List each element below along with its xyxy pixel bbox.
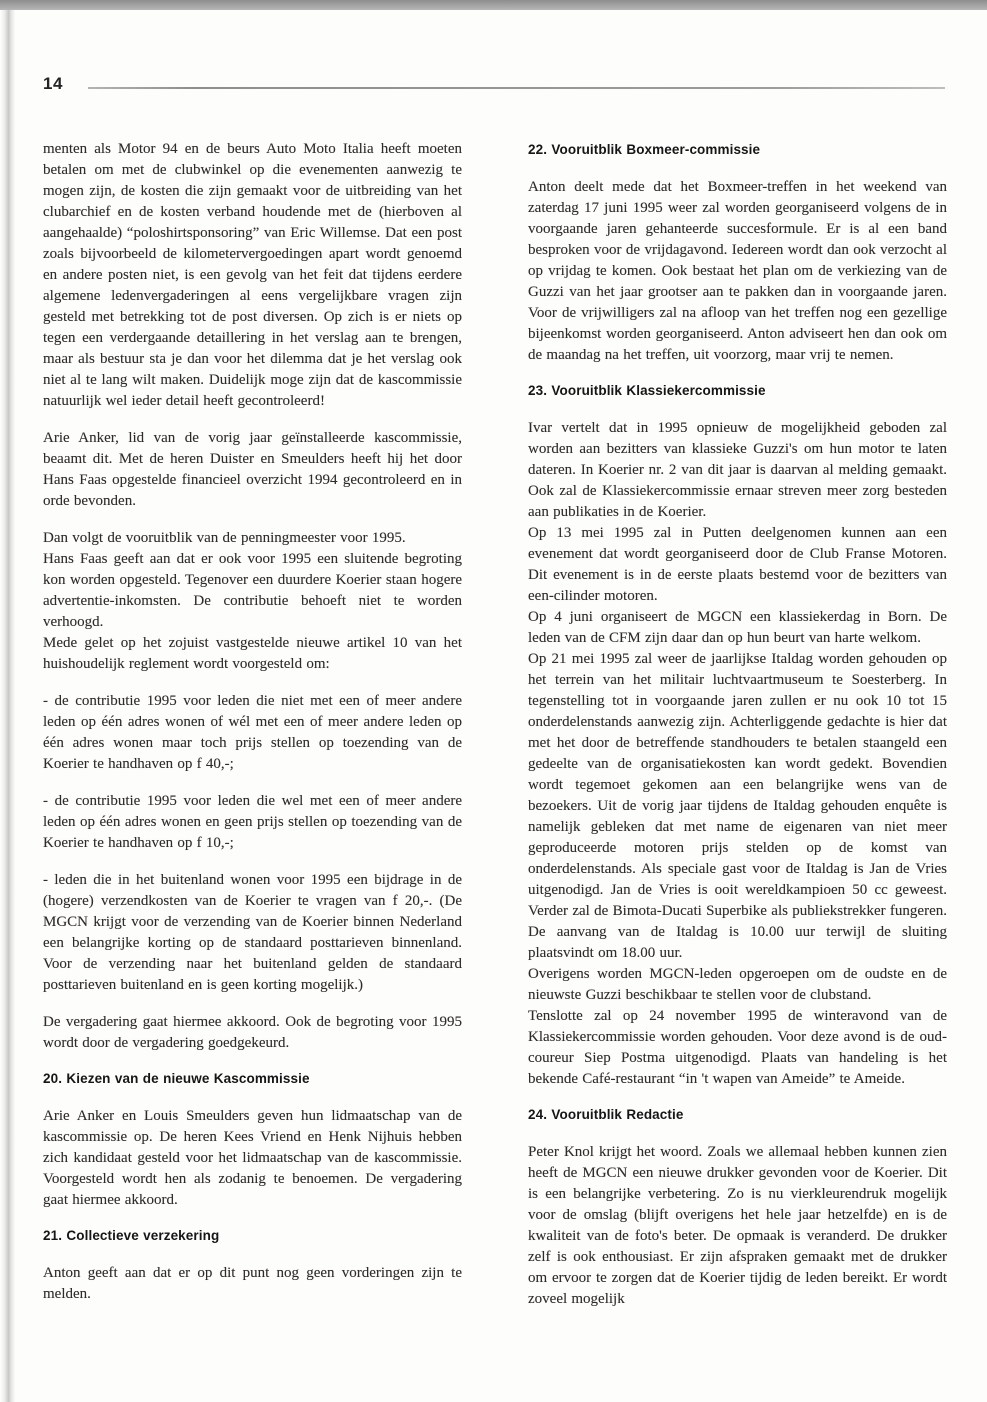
page-number: 14: [43, 74, 63, 93]
body-paragraph: Overigens worden MGCN-leden opgeroepen om de oudste en de nieuwste Guzzi beschikbaar te stellen voor de clubstand.: [528, 966, 947, 1003]
body-paragraph: Peter Knol krijgt het woord. Zoals we allemaal hebben kunnen zien heeft de MGCN een nieuwe drukker gevonden voor de Koerier. Dit is een belangrijke verbetering. Zo is nu vierkleurendruk mogelijk voor de omslag (blijft overigens het hele jaar hetzelfde) en is de kwaliteit van de foto's beter. De opmaak is veranderd. De drukker zelf is ook enthousiast. Er zijn afspraken gemaakt met de drukker om ervoor te zorgen dat de Koerier tijdig de leden bereikt. Er wordt zoveel mogelijk: [528, 1144, 947, 1307]
bullet-paragraph: - leden die in het buitenland wonen voor 1995 een bijdrage in de (hogere) verzendkosten van de Koerier te vragen van f 20,-. (De MGCN krijgt voor de verzending van de Koerier binnen Nederland een belangrijke korting op de standaard posttarieven binnenland. Voor de verzending naar het buitenland gelden de standaard posttarieven buitenland en is geen korting mogelijk.): [43, 872, 462, 993]
bullet-paragraph: - de contributie 1995 voor leden die wel met een of meer andere leden op één adres wonen en geen prijs stellen op toezending van de Koerier te handhaven op f 10,-;: [43, 793, 462, 851]
right-column: [528, 141, 947, 1396]
body-paragraph: Dan volgt de vooruitblik van de penningmeester voor 1995.: [43, 530, 406, 546]
scan-top-edge: [0, 0, 987, 10]
body-paragraph: Ivar vertelt dat in 1995 opnieuw de mogelijkheid geboden zal worden aan bezitters van klassieke Guzzi's om hun motor te laten dateren. In Koerier nr. 2 van dit jaar is daarvan al melding gemaakt. Ook zal de Klassiekercommissie ernaar streven meer zorg besteden aan publikaties in de Koerier.: [528, 420, 947, 520]
body-paragraph: Anton geeft aan dat er op dit punt nog geen vorderingen zijn te melden.: [43, 1265, 462, 1302]
section-heading-20: 20. Kiezen van de nieuwe Kascommissie: [43, 1071, 310, 1086]
section-heading-24: 24. Vooruitblik Redactie: [528, 1107, 684, 1122]
section-heading-22: 22. Vooruitblik Boxmeer-commissie: [528, 142, 761, 157]
body-paragraph: Arie Anker en Louis Smeulders geven hun lidmaatschap van de kascommissie op. De heren Kees Vriend en Henk Nijhuis hebben zich kandidaat gesteld voor het lidmaatschap van de kascommissie. Voorgesteld wordt hen als zodanig te benoemen. De vergadering gaat hiermee akkoord.: [43, 1108, 462, 1208]
section-heading-21: 21. Collectieve verzekering: [43, 1228, 220, 1243]
left-column: [43, 139, 462, 1389]
body-paragraph: Mede gelet op het zojuist vastgestelde nieuwe artikel 10 van het huishoudelijk reglement wordt voorgesteld om:: [43, 635, 462, 672]
body-paragraph: De vergadering gaat hiermee akkoord. Ook de begroting voor 1995 wordt door de vergadering goedgekeurd.: [43, 1014, 462, 1051]
body-paragraph: menten als Motor 94 en de beurs Auto Moto Italia heeft moeten betalen om met de clubwinkel op die evenementen aanwezig te mogen zijn, de kosten die zijn gemaakt voor de uitbreiding van het clubarchief en de kosten verband houdende met de (hierboven al aangehaalde) “poloshirtsponsoring” van Eric Willemse. Dat een post zoals bijvoorbeeld de kilometervergoedingen apart wordt genoemd en andere posten niet, is een gevolg van het feit dat tijdens eerdere algemene ledenvergaderingen al eens vergelijkbare vragen zijn gesteld met betrekking tot de post diversen. Op zich is er niets op tegen een verdergaande detaillering in het verslag aan te brengen, maar als bestuur sta je dan voor het dilemma dat je het verslag ook niet al te lang wilt maken. Duidelijk moge zijn dat de kascommissie natuurlijk wel ieder detail heeft gecontroleerd!: [43, 141, 462, 409]
bullet-paragraph: - de contributie 1995 voor leden die niet met een of meer andere leden op één adres wonen of wél met een of meer andere leden op één adres wonen maar toch prijs stellen op toezending van de Koerier te handhaven op f 40,-;: [43, 693, 462, 772]
header-rule: [88, 87, 945, 89]
scan-left-gutter-shadow: [0, 10, 15, 1402]
body-paragraph: Arie Anker, lid van de vorig jaar geïnstalleerde kascommissie, beaamt dit. Met de heren Duister en Smeulders heeft hij het door Hans Faas opgestelde financieel overzicht 1994 gecontroleerd en in orde bevonden.: [43, 430, 462, 509]
body-paragraph: Anton deelt mede dat het Boxmeer-treffen in het weekend van zaterdag 17 juni 1995 weer zal worden georganiseerd volgens de in voorgaande jaren gehanteerde succesformule. Er is al een band besproken voor de vrijdagavond. Iedereen wordt dan ook verzocht al op vrijdag te komen. Ook bestaat het plan om de verkiezing van de Guzzi van het jaar grootser aan te pakken dan in voorgaande jaren. Voor de vrijwilligers zal na afloop van het treffen nog een gezellige bijeenkomst worden georganiseerd. Anton adviseert hen dan ook om de maandag na het treffen, uit voorzorg, maar vrij te nemen.: [528, 179, 947, 363]
body-paragraph: Op 13 mei 1995 zal in Putten deelgenomen kunnen aan een evenement dat wordt georganiseerd door de Club Franse Motoren. Dit evenement is in de eerste plaats bestemd voor de bezitters van een-cilinder motoren.: [528, 525, 947, 604]
body-paragraph: Op 21 mei 1995 zal weer de jaarlijkse Italdag worden gehouden op het terrein van het militair luchtvaartmuseum te Soesterberg. In tegenstelling tot in voorgaande jaren zullen er nu ook 10 tot 15 onderdelenstands aanwezig zijn. Achterliggende gedachte is hier dat met het door de betreffende standhouders te betalen staangeld een gedeelte van de organisatiekosten kan wordt gedekt. Bovendien wordt tegemoet gekomen aan een belangrijke wens van de bezoekers. Uit de vorig jaar tijdens de Italdag gehouden enquête is namelijk gebleken dat met name de eigenaren van niet meer geproduceerde motoren prijs stelden op de komst van onderdelenstands. Als speciale gast voor de Italdag is Jan de Vries uitgenodigd. Jan de Vries is ooit wereldkampioen 50 cc geweest. Verder zal de Bimota-Ducati Superbike als publiekstrekker fungeren. De aanvang van de Italdag is 10.00 uur terwijl de sluiting plaatsvindt om 18.00 uur.: [528, 651, 947, 961]
body-paragraph: Op 4 juni organiseert de MGCN een klassiekerdag in Born. De leden van de CFM zijn daar dan op hun beurt van harte welkom.: [528, 609, 947, 646]
body-paragraph: Hans Faas geeft aan dat er ook voor 1995 een sluitende begroting kon worden opgesteld. Tegenover een duurdere Koerier staan hogere advertentie-inkomsten. De contributie behoeft niet te worden verhoogd.: [43, 551, 462, 630]
section-heading-23: 23. Vooruitblik Klassiekercommissie: [528, 383, 766, 398]
body-paragraph: Tenslotte zal op 24 november 1995 de winteravond van de Klassiekercommissie worden gehouden. Voor deze avond is de oud-coureur Siep Postma uitgenodigd. Plaats van handeling is het bekende Café-restaurant “in 't wapen van Ameide” te Ameide.: [528, 1008, 947, 1087]
